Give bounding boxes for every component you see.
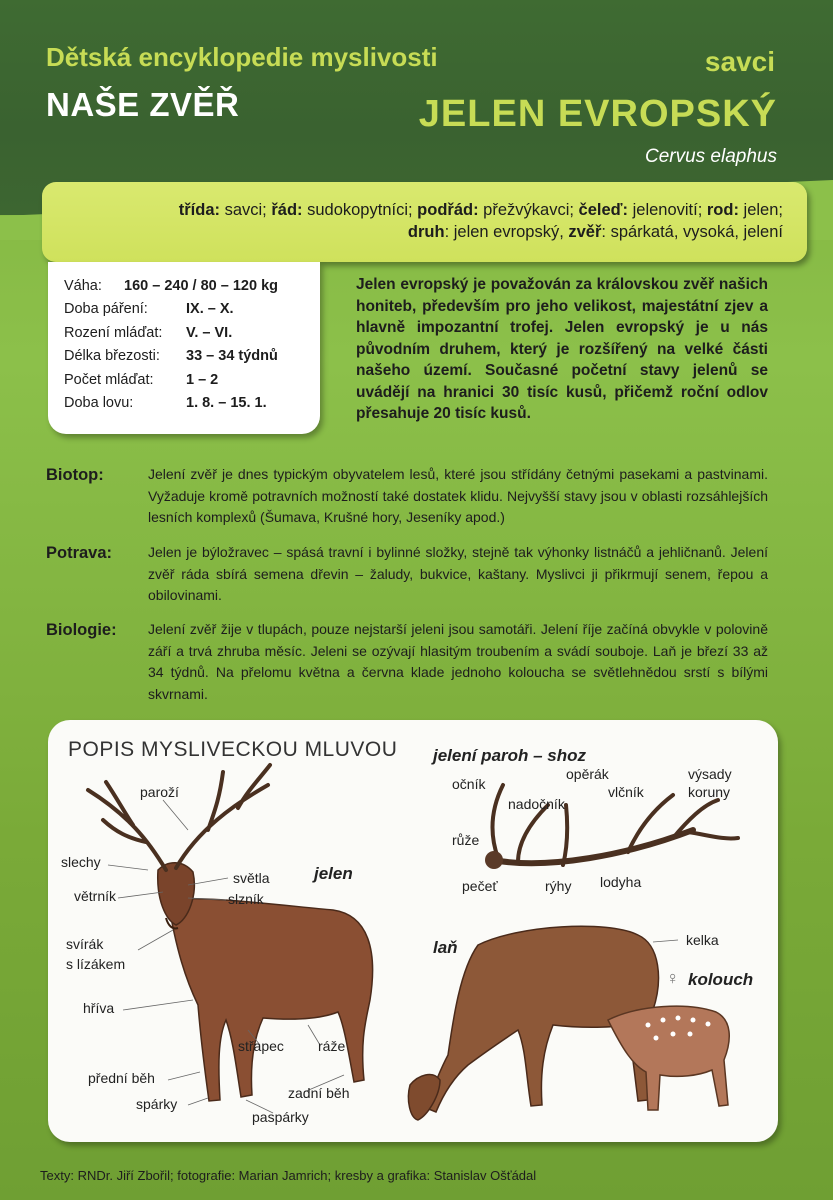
category-label: savci	[704, 46, 775, 77]
taxonomy-key: podřád:	[417, 201, 479, 219]
taxonomy-value: : spárkatá, vysoká, jelení	[601, 223, 783, 241]
label-parozi: paroží	[140, 784, 179, 800]
fact-value: V. – VI.	[186, 324, 233, 341]
taxonomy-value: jelenovití;	[628, 201, 707, 219]
taxonomy-key: řád:	[271, 201, 303, 219]
fawn-title: kolouch	[688, 970, 754, 989]
encyclopedia-title: Dětská encyklopedie myslivosti	[46, 42, 438, 72]
fact-value: IX. – X.	[186, 301, 234, 318]
label-koruny: koruny	[688, 784, 731, 800]
illustration-title: POPIS MYSLIVECKOU MLUVOU	[68, 738, 398, 761]
fact-label: Rození mláďat:	[64, 324, 163, 341]
section-label: Biologie:	[46, 621, 117, 639]
section-title: NAŠE ZVĚŘ	[46, 86, 240, 123]
label-pecet: pečeť	[462, 878, 498, 894]
fact-row-weight	[64, 274, 304, 298]
taxonomy-key: třída:	[178, 201, 220, 219]
taxonomy-value: : jelen evropský,	[444, 223, 569, 241]
fact-value: 160 – 240 / 80 – 120 kg	[124, 277, 278, 294]
fact-row-offspring	[64, 368, 304, 392]
taxonomy-value: sudokopytníci;	[302, 201, 418, 219]
taxonomy-box	[42, 182, 807, 262]
taxonomy-value: savci;	[219, 201, 272, 219]
fact-label: Váha:	[64, 277, 102, 294]
label-hriva: hříva	[83, 1000, 115, 1016]
label-strapec: střapec	[238, 1038, 284, 1054]
label-sparky: spárky	[136, 1096, 178, 1112]
female-symbol: ♀	[666, 968, 680, 988]
taxonomy-key: druh	[407, 223, 445, 241]
fact-label: Doba páření:	[64, 301, 148, 318]
label-s-lizakem: s lízákem	[66, 956, 126, 972]
latin-name: Cervus elaphus	[644, 146, 777, 167]
stag-title: jelen	[314, 864, 353, 883]
section-text: Jelen je býložravec – spásá travní i bylinné složky, stejně tak výhonky listnáčů a jehličnanů. Jelení zvěř ráda sbírá semena dřevin – žaludy, bukvice, kaštany. Myslivci ji přikrmují senem, řepou a obilovinami.	[148, 544, 768, 603]
animal-name: JELEN EVROPSKÝ	[418, 93, 777, 135]
credits-line: Texty: RNDr. Jiří Zbořil; fotografie: Marian Jamrich; kresby a grafika: Stanislav Ošťádal	[40, 1168, 537, 1183]
label-svetla: světla	[233, 870, 270, 886]
fact-label: Délka březosti:	[64, 348, 160, 365]
section-text: Jelení zvěř žije v tlupách, pouze nejstarší jeleni jsou samotáři. Jelení říje začíná obvykle v polovině září a trvá zhruba měsíc. Jeleni se ozývají hlasitým troubením a svádí souboje. Laň je březí 33 až 34 týdnů. Na přelomu května a června klade jednoho kolouchа se světlehnědou srstí s bílými skvrnami.	[148, 621, 768, 702]
taxonomy-line-2	[66, 221, 783, 243]
label-pasparky: paspárky	[252, 1109, 309, 1125]
section-text: Jelení zvěř je dnes typickým obyvatelem lesů, které jsou střídány četnými pasekami a pastvinami. Vyžaduje kromě potravních možností také dostatek klidu. Nejvyšší stavy jsou v oblasti rozsáhlejších lesních komplexů (Šumava, Krušné hory, Jeseníky apod.)	[148, 466, 768, 525]
fact-row-birth	[64, 321, 304, 345]
label-vetrnik: větrník	[74, 888, 117, 904]
fact-row-gestation	[64, 345, 304, 369]
facts-table	[48, 262, 320, 434]
section-label: Biotop:	[46, 466, 104, 484]
taxonomy-line-1	[66, 199, 783, 221]
label-vysady: výsady	[688, 766, 732, 782]
label-vlcnik: vlčník	[608, 784, 644, 800]
antler-title: jelení paroh – shoz	[433, 746, 587, 765]
fact-label: Počet mláďat:	[64, 371, 154, 388]
label-predni-beh: přední běh	[88, 1070, 155, 1086]
hind-title: laň	[433, 938, 458, 957]
label-kelka: kelka	[686, 932, 719, 948]
taxonomy-value: jelen;	[738, 201, 783, 219]
fact-row-hunting	[64, 392, 304, 416]
label-ruze: růže	[452, 832, 480, 848]
taxonomy-key: rod:	[706, 201, 739, 219]
taxonomy-key: zvěř	[568, 223, 602, 241]
section-biologie	[46, 619, 768, 705]
label-lodyha: lodyha	[600, 874, 642, 890]
label-nadocnik: nadočník	[508, 796, 565, 812]
label-ryhy: rýhy	[545, 878, 572, 894]
illustration-panel	[48, 720, 778, 1142]
intro-paragraph: Jelen evropský je považován za královskou zvěř našich honiteb, především pro jeho velikost, majestátní zjev a hlavně impozantní trofej. Jelen evropský je u nás původním druhem, který je rozšířený na velké části našeho území. Současné početní stavy jelenů se uvádějí na hranici 30 tisíc kusů, přičemž roční odlov přesahuje 20 tisíc kusů.	[356, 276, 768, 422]
fact-value: 33 – 34 týdnů	[186, 348, 278, 365]
label-slechy: slechy	[61, 854, 101, 870]
fact-value: 1. 8. – 15. 1.	[186, 395, 267, 412]
fact-label: Doba lovu:	[64, 395, 134, 412]
label-slznik: slzník	[228, 891, 264, 907]
label-ocnik: očník	[452, 776, 486, 792]
label-operak: opěrák	[566, 766, 609, 782]
label-raze: ráže	[318, 1038, 346, 1054]
label-zadni-beh: zadní běh	[288, 1085, 350, 1101]
taxonomy-value: přežvýkavci;	[478, 201, 579, 219]
section-label: Potrava:	[46, 544, 113, 562]
fawn-illustration	[608, 1006, 729, 1110]
taxonomy-key: čeleď:	[578, 201, 629, 219]
fact-row-mating	[64, 298, 304, 322]
label-svirak: svírák	[66, 936, 104, 952]
section-potrava	[46, 542, 768, 607]
fact-value: 1 – 2	[186, 371, 219, 388]
section-biotop	[46, 464, 768, 529]
